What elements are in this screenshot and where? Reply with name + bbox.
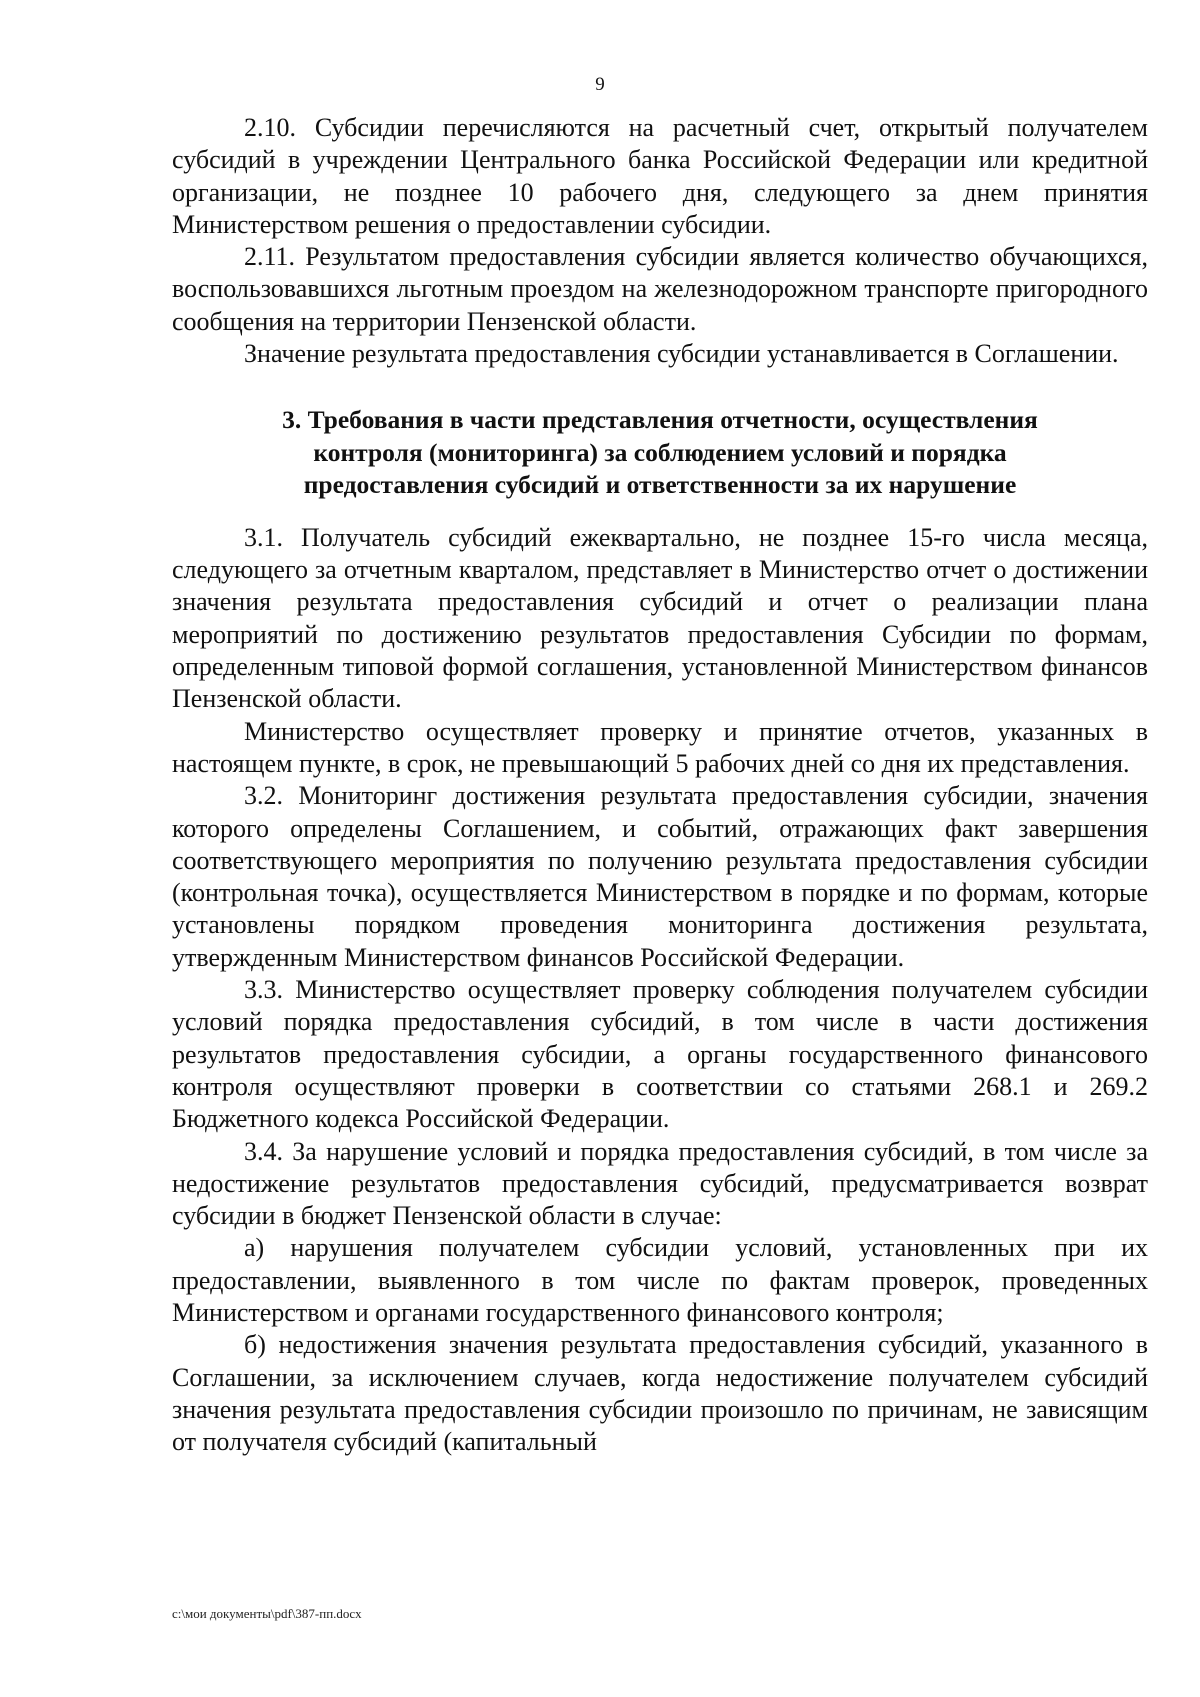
paragraph-3-4-b: б) недостижения значения результата предоставления субсидий, указанного в Соглашении, за исключением случаев, когда недостижение получателем субсидий значения результата предоставления субсидии произошло по причинам, не зависящим от получателя субсидий (капитальный (172, 1330, 1148, 1457)
paragraph-3-3: 3.3. Министерство осуществляет проверку соблюдения получателем субсидии условий порядка предоставления субсидий, в том числе в части достижения результатов предоставления субсидии, а органы государственного финансового контроля осуществляют проверки в соответствии со статьями 268.1 и 269.2 Бюджетного кодекса Российской Федерации. (172, 975, 1148, 1134)
section-heading-line: 3. Требования в части представления отчетности, осуществления (282, 405, 1038, 435)
paragraph-2-11: 2.11. Результатом предоставления субсидии является количество обучающихся, воспользовавшихся льготным проездом на железнодорожном транспорте пригородного сообщения на территории Пензенской области. (172, 242, 1148, 336)
section-heading-line: контроля (мониторинга) за соблюдением условий и порядка (313, 437, 1007, 467)
paragraph-3-4-a: а) нарушения получателем субсидии условий, установленных при их предоставлении, выявленного в том числе по фактам проверок, проведенных Министерством и органами государственного финансового контроля; (172, 1233, 1148, 1327)
paragraph-3-4: 3.4. За нарушение условий и порядка предоставления субсидий, в том числе за недостижение результатов предоставления субсидий, предусматривается возврат субсидии в бюджет Пензенской области в случае: (172, 1136, 1148, 1231)
footer-file-path: c:\мои документы\pdf\387-пп.docx (172, 1606, 362, 1621)
paragraph-3-2: 3.2. Мониторинг достижения результата предоставления субсидии, значения которого определены Соглашением, и событий, отражающих факт завершения соответствующего мероприятия по получению результата предоставления субсидии (контрольная точка), осуществляется Министерством в порядке и по формам, которые установлены порядком проведения мониторинга достижения результата, утвержденным Министерством финансов Российской Федерации. (172, 781, 1148, 972)
paragraph-3-1: 3.1. Получатель субсидий ежеквартально, не позднее 15-го числа месяца, следующего за отчетным кварталом, представляет в Министерство отчет о достижении значения результата предоставления субсидий и отчет о реализации плана мероприятий по достижению результатов предоставления Субсидии по формам, определенным типовой формой соглашения, установленной Министерством финансов Пензенской области. (172, 522, 1148, 714)
paragraph-result-value: Значение результата предоставления субсидии устанавливается в Соглашении. (244, 339, 1119, 369)
paragraph-report-check: Министерство осуществляет проверку и принятие отчетов, указанных в настоящем пункте, в срок, не превышающий 5 рабочих дней со дня их представления. (172, 716, 1148, 778)
paragraph-2-10: 2.10. Субсидии перечисляются на расчетный счет, открытый получателем субсидий в учреждении Центрального банка Российской Федерации или кредитной организации, не позднее 10 рабочего дня, следующего за днем принятия Министерством решения о предоставлении субсидии. (172, 113, 1148, 239)
section-3-heading (172, 404, 1148, 502)
document-body (172, 112, 1148, 1458)
section-heading-line: предоставления субсидий и ответственности за их нарушение (303, 470, 1017, 500)
page-number: 9 (595, 74, 605, 95)
